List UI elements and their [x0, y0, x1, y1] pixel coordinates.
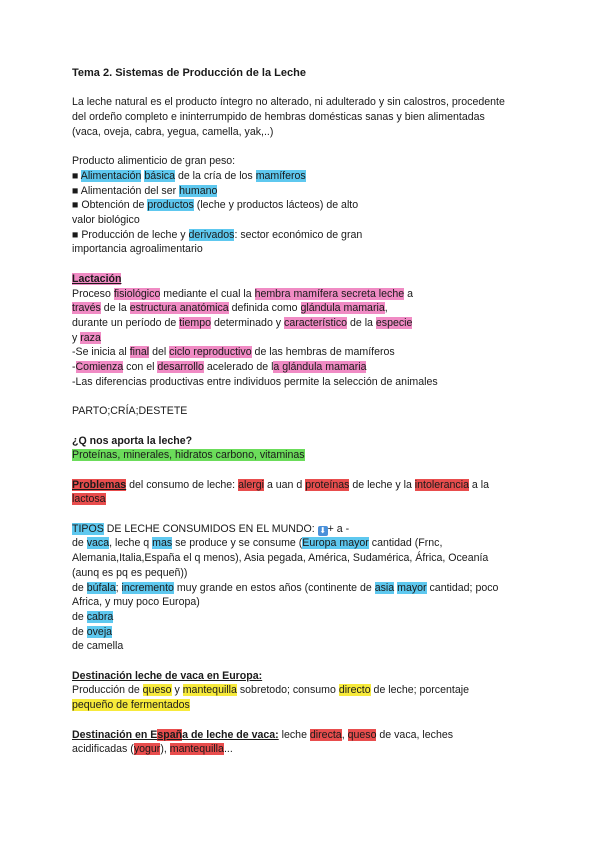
tipos-line-5: de búfala; incremento muy grande en estos años (continente de asia mayor cantidad; poco — [72, 581, 499, 594]
lactacion-heading: Lactación — [72, 272, 122, 285]
destino-espana-line-1: Destinación en España de leche de vaca: leche directa, queso de vaca, leches — [72, 728, 454, 741]
producto-heading: Producto alimenticio de gran peso: — [72, 155, 236, 168]
lactacion-line-3: durante un período de tiempo determinado y característico de la especie — [72, 316, 413, 329]
producto-bullet-4-cont: importancia agroalimentario — [72, 243, 203, 256]
producto-bullet-4: ■ Producción de leche y derivados: sector económico de gran — [72, 228, 363, 241]
destino-europa-heading: Destinación leche de vaca en Europa: — [72, 669, 263, 682]
intro-line-1: La leche natural es el producto íntegro no alterado, ni adulterado y sin calostros, procedente — [72, 96, 505, 109]
lactacion-line-1: Proceso fisiológico mediante el cual la hembra mamífera secreta leche a — [72, 287, 413, 300]
tipos-line-6: Africa, y muy poco Europa) — [72, 596, 200, 609]
down-arrow-icon: ⬇ — [319, 525, 327, 535]
producto-bullet-1: ■ Alimentación básica de la cría de los mamíferos — [72, 169, 306, 182]
producto-bullet-3: ■ Obtención de productos (leche y productos lácteos) de alto — [72, 199, 359, 212]
tipos-line-9: de camella — [72, 640, 124, 653]
aporta-heading: ¿Q nos aporta la leche? — [72, 434, 193, 447]
tipos-line-8: de oveja — [72, 625, 113, 638]
problemas-line-1: Problemas del consumo de leche: alergi a uan d proteínas de leche y la intolerancia a la — [72, 478, 489, 491]
producto-bullet-3-cont: valor biológico — [72, 214, 140, 226]
tipos-line-2: de vaca, leche q mas se produce y se consume (Europa mayor cantidad (Frnc, — [72, 537, 443, 550]
page-title: Tema 2. Sistemas de Producción de la Leche — [72, 67, 306, 79]
tipos-line-3: Alemania,Italia,España el q menos), Asia pegada, América, Sudamérica, África, Oceanía — [72, 552, 489, 565]
destino-europa-line-1: Producción de queso y mantequilla sobretodo; consumo directo de leche; porcentaje — [72, 684, 469, 697]
intro-line-3: (vaca, oveja, cabra, yegua, camella, yak,..) — [72, 125, 274, 138]
tipos-line-7: de cabra — [72, 610, 114, 623]
lactacion-line-6: -Comienza con el desarrollo acelerado de la glándula mamaria — [72, 361, 367, 374]
destino-espana-line-2: acidificadas (yogur), mantequilla... — [72, 743, 233, 756]
parto-line: PARTO;CRÍA;DESTETE — [72, 405, 188, 418]
lactacion-line-7: -Las diferencias productivas entre individuos permite la selección de animales — [72, 375, 438, 388]
lactacion-line-4: y raza — [72, 331, 101, 344]
destino-europa-line-2: pequeño de fermentados — [72, 699, 190, 712]
producto-bullet-2: ■ Alimentación del ser humano — [72, 184, 218, 197]
problemas-line-2: lactosa — [72, 493, 106, 506]
aporta-answer: Proteínas, minerales, hidratos carbono, vitaminas — [72, 449, 305, 462]
tipos-line-1: TIPOS DE LECHE CONSUMIDOS EN EL MUNDO: ⬇ + a - — [72, 522, 350, 535]
tipos-line-4: (aunq es pq es pequeñ)) — [72, 566, 188, 579]
lactacion-line-5: -Se inicia al final del ciclo reproductivo de las hembras de mamíferos — [72, 346, 395, 359]
intro-line-2: del ordeño completo e ininterrumpido de hembras domésticas sanas y bien alimentadas — [72, 111, 485, 124]
lactacion-line-2: través de la estructura anatómica definida como glándula mamaria, — [72, 302, 388, 315]
document-page — [72, 66, 542, 757]
